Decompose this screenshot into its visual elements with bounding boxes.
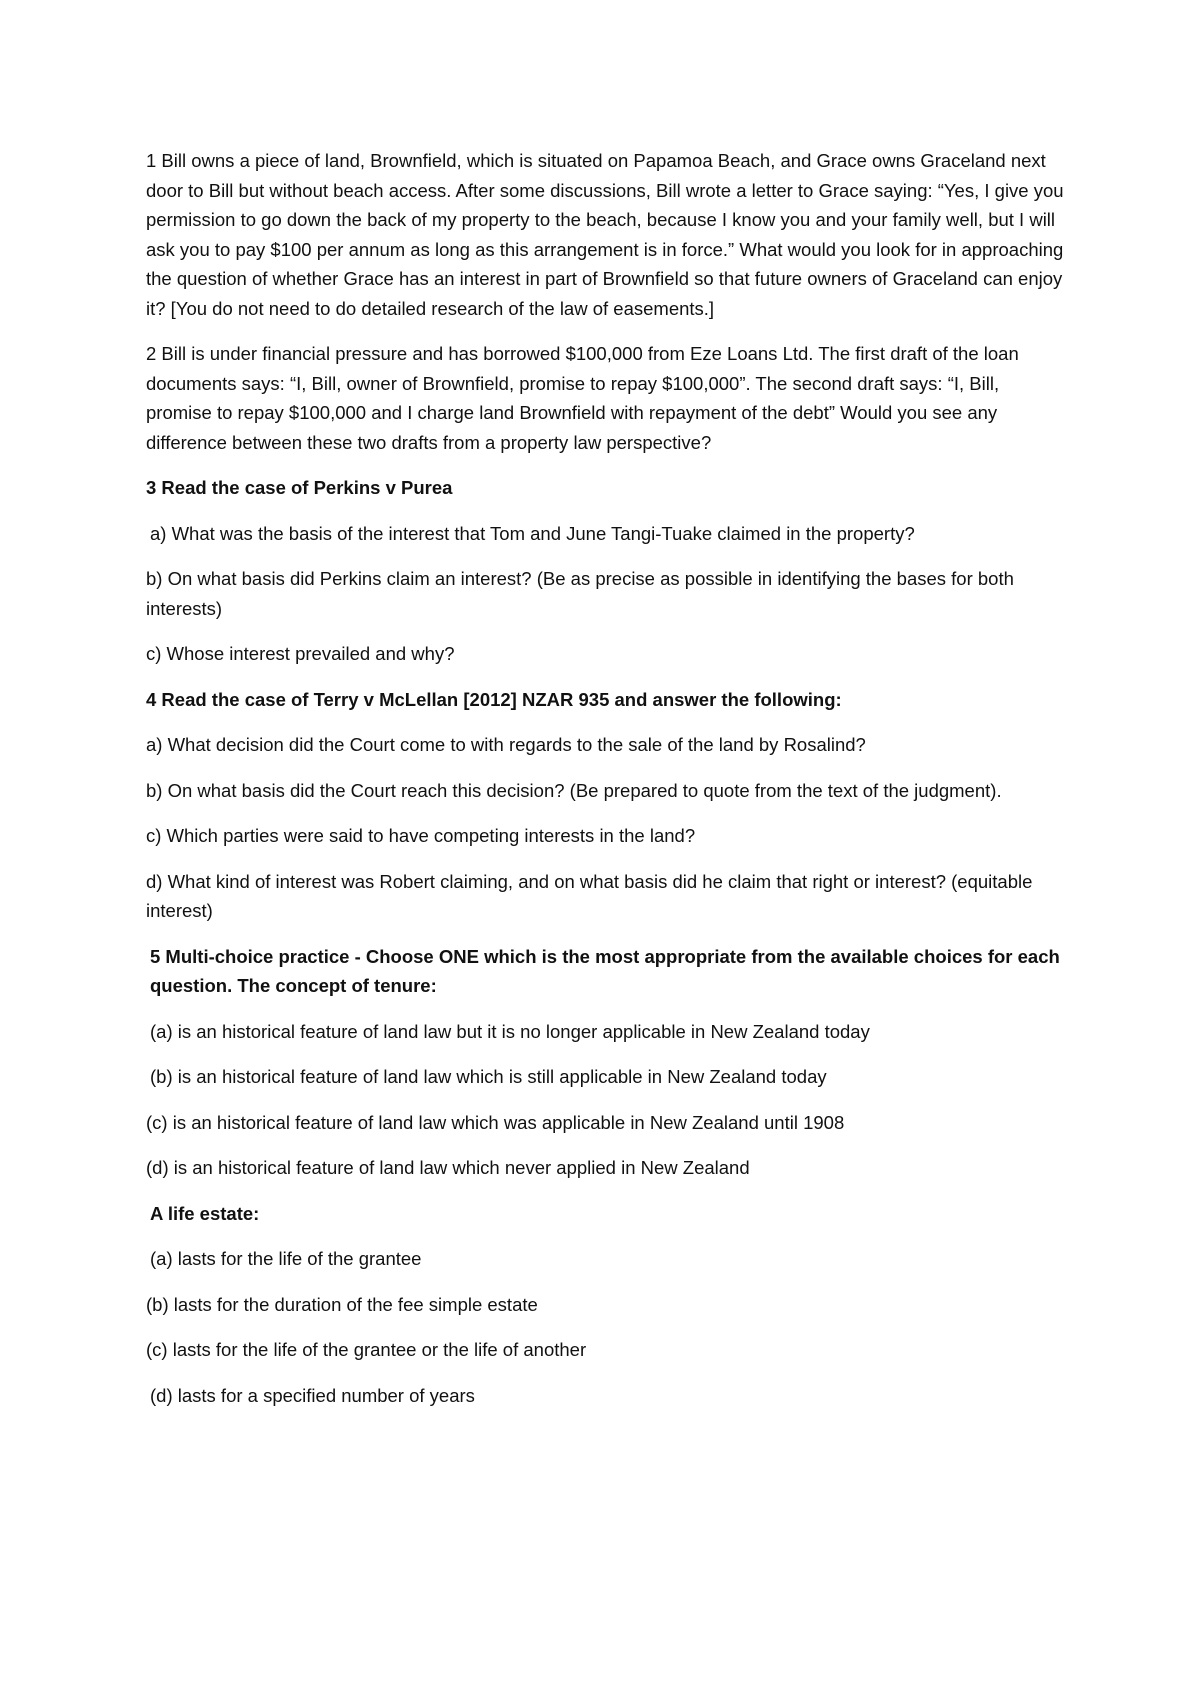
question-4b: b) On what basis did the Court reach this decision? (Be prepared to quote from the text of the judgment).: [146, 779, 1002, 801]
question-4c: c) Which parties were said to have competing interests in the land?: [146, 825, 696, 846]
tenure-option-b: (b) is an historical feature of land law which is still applicable in New Zealand today: [150, 1066, 827, 1087]
question-5-heading: 5 Multi-choice practice - Choose ONE which is the most appropriate from the available choices for each question. The concept of tenure:: [150, 945, 1060, 996]
tenure-option-c: (c) is an historical feature of land law which was applicable in New Zealand until 1908: [146, 1111, 845, 1133]
life-estate-heading: A life estate:: [150, 1202, 260, 1224]
life-estate-option-c: (c) lasts for the life of the grantee or the life of another: [146, 1339, 587, 1360]
document-body: [146, 146, 1066, 1426]
tenure-option-d: (d) is an historical feature of land law which never applied in New Zealand: [146, 1157, 750, 1178]
question-1: 1 Bill owns a piece of land, Brownfield, which is situated on Papamoa Beach, and Grace owns Graceland next door to Bill but without beach access. After some discussions, Bill wrote a letter to Grace saying: “Yes, I give you permission to go down the back of my property to the beach, because I know you and your family well, but I will ask you to pay $100 per annum as long as this arrangement is in force.” What would you look for in approaching the question of whether Grace has an interest in part of Brownfield so that future owners of Graceland can enjoy it? [You do not need to do detailed research of the law of easements.]: [146, 150, 1064, 319]
question-3b: b) On what basis did Perkins claim an interest? (Be as precise as possible in identifying the bases for both interests): [146, 568, 1014, 619]
life-estate-option-a: (a) lasts for the life of the grantee: [150, 1248, 422, 1269]
question-4-heading: 4 Read the case of Terry v McLellan [2012] NZAR 935 and answer the following:: [146, 688, 842, 710]
question-4a: a) What decision did the Court come to with regards to the sale of the land by Rosalind?: [146, 734, 866, 755]
question-3a: a) What was the basis of the interest that Tom and June Tangi-Tuake claimed in the property?: [150, 522, 915, 544]
question-2: 2 Bill is under financial pressure and has borrowed $100,000 from Eze Loans Ltd. The first draft of the loan documents says: “I, Bill, owner of Brownfield, promise to repay $100,000”. The second draft says: “I, Bill, promise to repay $100,000 and I charge land Brownfield with repayment of the debt” Would you see any difference between these two drafts from a property law perspective?: [146, 343, 1019, 453]
life-estate-option-b: (b) lasts for the duration of the fee simple estate: [146, 1293, 538, 1315]
question-3c: c) Whose interest prevailed and why?: [146, 643, 455, 664]
question-4d: d) What kind of interest was Robert claiming, and on what basis did he claim that right or interest? (equitable interest): [146, 870, 1033, 921]
life-estate-option-d: (d) lasts for a specified number of years: [150, 1384, 475, 1406]
question-3-heading: 3 Read the case of Perkins v Purea: [146, 477, 453, 498]
tenure-option-a: (a) is an historical feature of land law but it is no longer applicable in New Zealand today: [150, 1020, 870, 1042]
